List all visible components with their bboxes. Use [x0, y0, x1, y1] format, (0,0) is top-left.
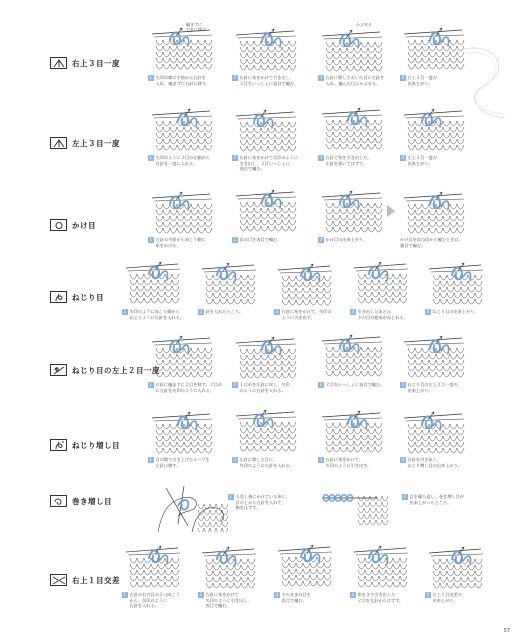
cast-on-inc-symbol-icon	[50, 495, 67, 507]
section-twisted	[0, 262, 520, 332]
step-caption: 2 右針に糸をかけて引き出し、 ２目をいっしょに表目で編む。	[233, 75, 299, 86]
knitting-illustration	[400, 410, 468, 454]
step-3	[318, 190, 390, 262]
step-number-badge: 3	[319, 75, 323, 80]
section-label	[50, 136, 120, 150]
step-caption: 1 目の間で引き上げたループを 左針に移す。	[149, 457, 210, 468]
step-caption: 2 針を入れたところ。	[199, 309, 244, 314]
step-number-badge: 5	[426, 309, 430, 314]
section-title: ねじり増し目	[72, 440, 120, 450]
section-label	[50, 218, 96, 232]
knitting-illustration	[274, 545, 336, 589]
right-3-decrease-symbol-icon	[50, 57, 67, 69]
knitting-illustration	[425, 262, 487, 306]
knitting-illustration	[198, 545, 260, 589]
step-4	[350, 545, 416, 617]
section-label	[50, 56, 120, 70]
knitting-illustration	[232, 28, 300, 72]
knitting-illustration	[350, 262, 412, 306]
step-number-badge: 1	[123, 592, 127, 597]
section-label	[50, 573, 120, 587]
knitting-illustration	[318, 410, 386, 454]
step-3	[274, 545, 340, 617]
step-caption: 4 右針を引き抜く。 ねじり増し目の出来上がり。	[401, 457, 462, 468]
twisted-left-2-symbol-icon	[50, 364, 67, 376]
step-1	[148, 108, 220, 180]
step-3	[318, 410, 390, 482]
step-4	[350, 262, 416, 334]
section-right-1-cross	[0, 545, 520, 615]
step-caption: 2 左針に移した目に、 矢印のように右針を入れる。	[233, 457, 294, 468]
step-number-badge: 2	[233, 75, 237, 80]
knitting-illustration	[232, 335, 300, 379]
step-2	[232, 410, 304, 482]
step-2	[232, 108, 304, 180]
knitting-illustration	[198, 262, 260, 306]
step-number-badge: 1	[123, 309, 127, 314]
callout-label: かぶせる	[356, 22, 372, 27]
step-number-badge: 1	[149, 457, 153, 462]
section-left-3-dec	[0, 108, 520, 178]
step-number-badge: 4	[401, 75, 405, 80]
section-title: ねじり目の左上２目一度	[72, 365, 160, 375]
knitting-illustration	[148, 410, 216, 454]
step-4	[400, 410, 472, 482]
step-note	[400, 190, 472, 262]
knitting-illustration	[232, 108, 300, 152]
knitting-illustration	[400, 190, 468, 234]
knitting-illustration	[400, 335, 468, 379]
step-number-badge: 3	[275, 592, 279, 597]
section-title: 右上１目交差	[72, 575, 120, 585]
step-5	[425, 545, 491, 617]
knitting-illustration	[232, 190, 300, 234]
step-number-badge: 2	[403, 494, 407, 499]
step-5	[425, 262, 491, 334]
knitting-illustration	[148, 484, 228, 532]
knitting-illustration	[122, 262, 184, 306]
knitting-illustration	[350, 545, 412, 589]
knitting-illustration	[425, 545, 487, 589]
step-caption: 2 目を繰り返し、巻き増し目が 出来上がったところ。	[403, 494, 464, 505]
right-1-cross-symbol-icon	[50, 574, 67, 586]
decorative-yarn-swirl-icon	[455, 40, 515, 120]
step-number-badge: 3	[319, 457, 323, 462]
step-2	[232, 190, 304, 262]
section-label	[50, 290, 104, 304]
step-caption: 3 右針に糸をかけて、矢印の ように引き出す。	[275, 309, 332, 320]
step-2	[232, 28, 304, 100]
step-caption: 4 引き出したあとの 下の目の根本がねじれる。	[351, 309, 408, 320]
knitting-illustration	[318, 28, 386, 72]
section-label	[50, 494, 112, 508]
step-caption: 4 右上３目一度の 出来上がり。	[401, 75, 437, 86]
step-1	[122, 262, 188, 334]
step-number-badge: 2	[233, 155, 237, 160]
knitting-illustration	[318, 335, 386, 379]
step-3	[274, 262, 340, 334]
knitting-illustration	[148, 190, 216, 234]
knitting-illustration	[148, 28, 216, 72]
step-1	[148, 335, 223, 407]
page-number: 57	[503, 628, 510, 634]
left-3-decrease-symbol-icon	[50, 137, 67, 149]
step-1	[148, 190, 220, 262]
step-caption: 4 ねじり目の左上２目一度の 出来上がり。	[401, 382, 458, 393]
step-2	[232, 335, 304, 407]
section-title: 右上３目一度	[72, 58, 120, 68]
step-caption: 1 左針の右の目の２つ向こう から、矢印のように 右針を入れる。	[123, 592, 180, 609]
step-3	[318, 22, 390, 100]
section-label	[50, 363, 160, 377]
step-number-badge: 2	[199, 309, 203, 314]
step-number-badge: 4	[401, 457, 405, 462]
step-caption: 2 右針に糸をかけて 矢印のように引き出し、 表目で編む。	[199, 592, 252, 609]
twisted-symbol-icon	[50, 291, 67, 303]
step-3	[318, 108, 390, 180]
step-caption: 3 ２目をいっしょに表目で編む。	[319, 382, 385, 387]
step-1	[122, 545, 188, 617]
step-2	[198, 545, 264, 617]
step-number-badge: 1	[149, 155, 153, 160]
section-title: かけ目	[72, 220, 96, 230]
section-label	[50, 438, 120, 452]
step-number-badge: 1	[149, 75, 153, 80]
step-1	[148, 22, 220, 100]
step-caption: 4 糸をさで引き出した ２目を左針からはずす。	[351, 592, 404, 603]
step-3	[318, 335, 390, 407]
step-1	[148, 410, 220, 482]
step-number-badge: 1	[229, 494, 233, 499]
step-caption: 3 そのままの目を 表目で編む。	[275, 592, 311, 603]
step-caption: 1 矢印の様に手前から右針を 入れ、編まずに右針に移す。	[149, 75, 210, 86]
twisted-inc-symbol-icon	[50, 439, 67, 451]
knitting-illustration	[274, 262, 336, 306]
step-number-badge: 4	[401, 382, 405, 387]
step-number-badge: 5	[426, 592, 430, 597]
step-caption: 1 右針に編まずに２目を移す。２目め に左針を矢印のように入れる。	[149, 382, 223, 393]
step-caption: 1 矢印のように向こう側から ねじるように右針を入れる。	[123, 309, 184, 320]
step-number-badge: 3	[275, 309, 279, 314]
knitting-illustration	[318, 484, 398, 532]
step-number-badge: 4	[351, 592, 355, 597]
step-caption: 3 かけ目の出来上がり。	[319, 237, 368, 242]
section-yarn-over	[0, 190, 520, 260]
step-4	[400, 335, 472, 407]
step-caption: 5 ねじり目の出来上がり。	[426, 309, 479, 314]
step-caption: 1 右針の手前から向こう側に 糸をかける。	[149, 237, 206, 248]
knitting-illustration	[148, 335, 216, 379]
step-caption: 2 次の目を表目で編む。	[233, 237, 282, 242]
section-right-3-dec	[0, 22, 520, 98]
step-number-badge: 2	[233, 457, 237, 462]
section-title: ねじり目	[72, 292, 104, 302]
step-number-badge: 4	[401, 155, 405, 160]
next-arrow-icon	[386, 204, 396, 218]
step-number-badge: 1	[149, 382, 153, 387]
step-caption: 3 右針に糸をかけて、 矢印のように引き出す。	[319, 457, 372, 468]
step-caption: 2 右針に糸をかけて矢印のように 引き出し、３目いっしょに 表目で編む。	[233, 155, 299, 172]
knitting-illustration	[318, 108, 386, 152]
step-caption: 2 １目めを左針に戻し、矢印 のように右針を入れる。	[233, 382, 290, 393]
section-title: 左上３目一度	[72, 138, 120, 148]
step-number-badge: 3	[319, 237, 323, 242]
section-twisted-left-2	[0, 335, 520, 405]
section-cast-on-inc	[0, 484, 520, 554]
step-number-badge: 3	[319, 382, 323, 387]
step-caption: 4 左上３目一度の 出来上がり。	[401, 155, 437, 166]
step-caption: 5 右上１目交差の 出来上がり。	[426, 592, 462, 603]
step-number-badge: 2	[199, 592, 203, 597]
knitting-illustration	[148, 108, 216, 152]
step-number-badge: 4	[351, 309, 355, 314]
step-caption: 3 右針に移しておいた目に左針を 入れ、編んだ目にかぶせる。	[319, 75, 385, 86]
callout-label: 編まずに 右針に移す	[186, 22, 206, 32]
knitting-illustration	[232, 410, 300, 454]
section-twisted-inc	[0, 410, 520, 480]
step-number-badge: 1	[149, 237, 153, 242]
step-number-badge: 2	[233, 382, 237, 387]
knitting-illustration	[318, 190, 386, 234]
step-number-badge: 2	[233, 237, 237, 242]
step-2	[198, 262, 264, 334]
yarn-over-symbol-icon	[50, 219, 67, 231]
step-number-badge: 3	[319, 155, 323, 160]
step-caption: 3 右針で糸を引き出した。 左針を抜いてはずす。	[319, 155, 372, 166]
section-title: 巻き増し目	[72, 496, 112, 506]
knitting-illustration	[122, 545, 184, 589]
step-caption: 1 矢印のように３目の左側から 右針を一度に入れる。	[149, 155, 210, 166]
step-caption: 1 人差し指にかけている糸に、 目の上から右針を入れて、 指をはずす。	[229, 494, 290, 511]
step-caption: かけ目を次の段から編むときは、 裏目で編む。	[400, 237, 463, 248]
